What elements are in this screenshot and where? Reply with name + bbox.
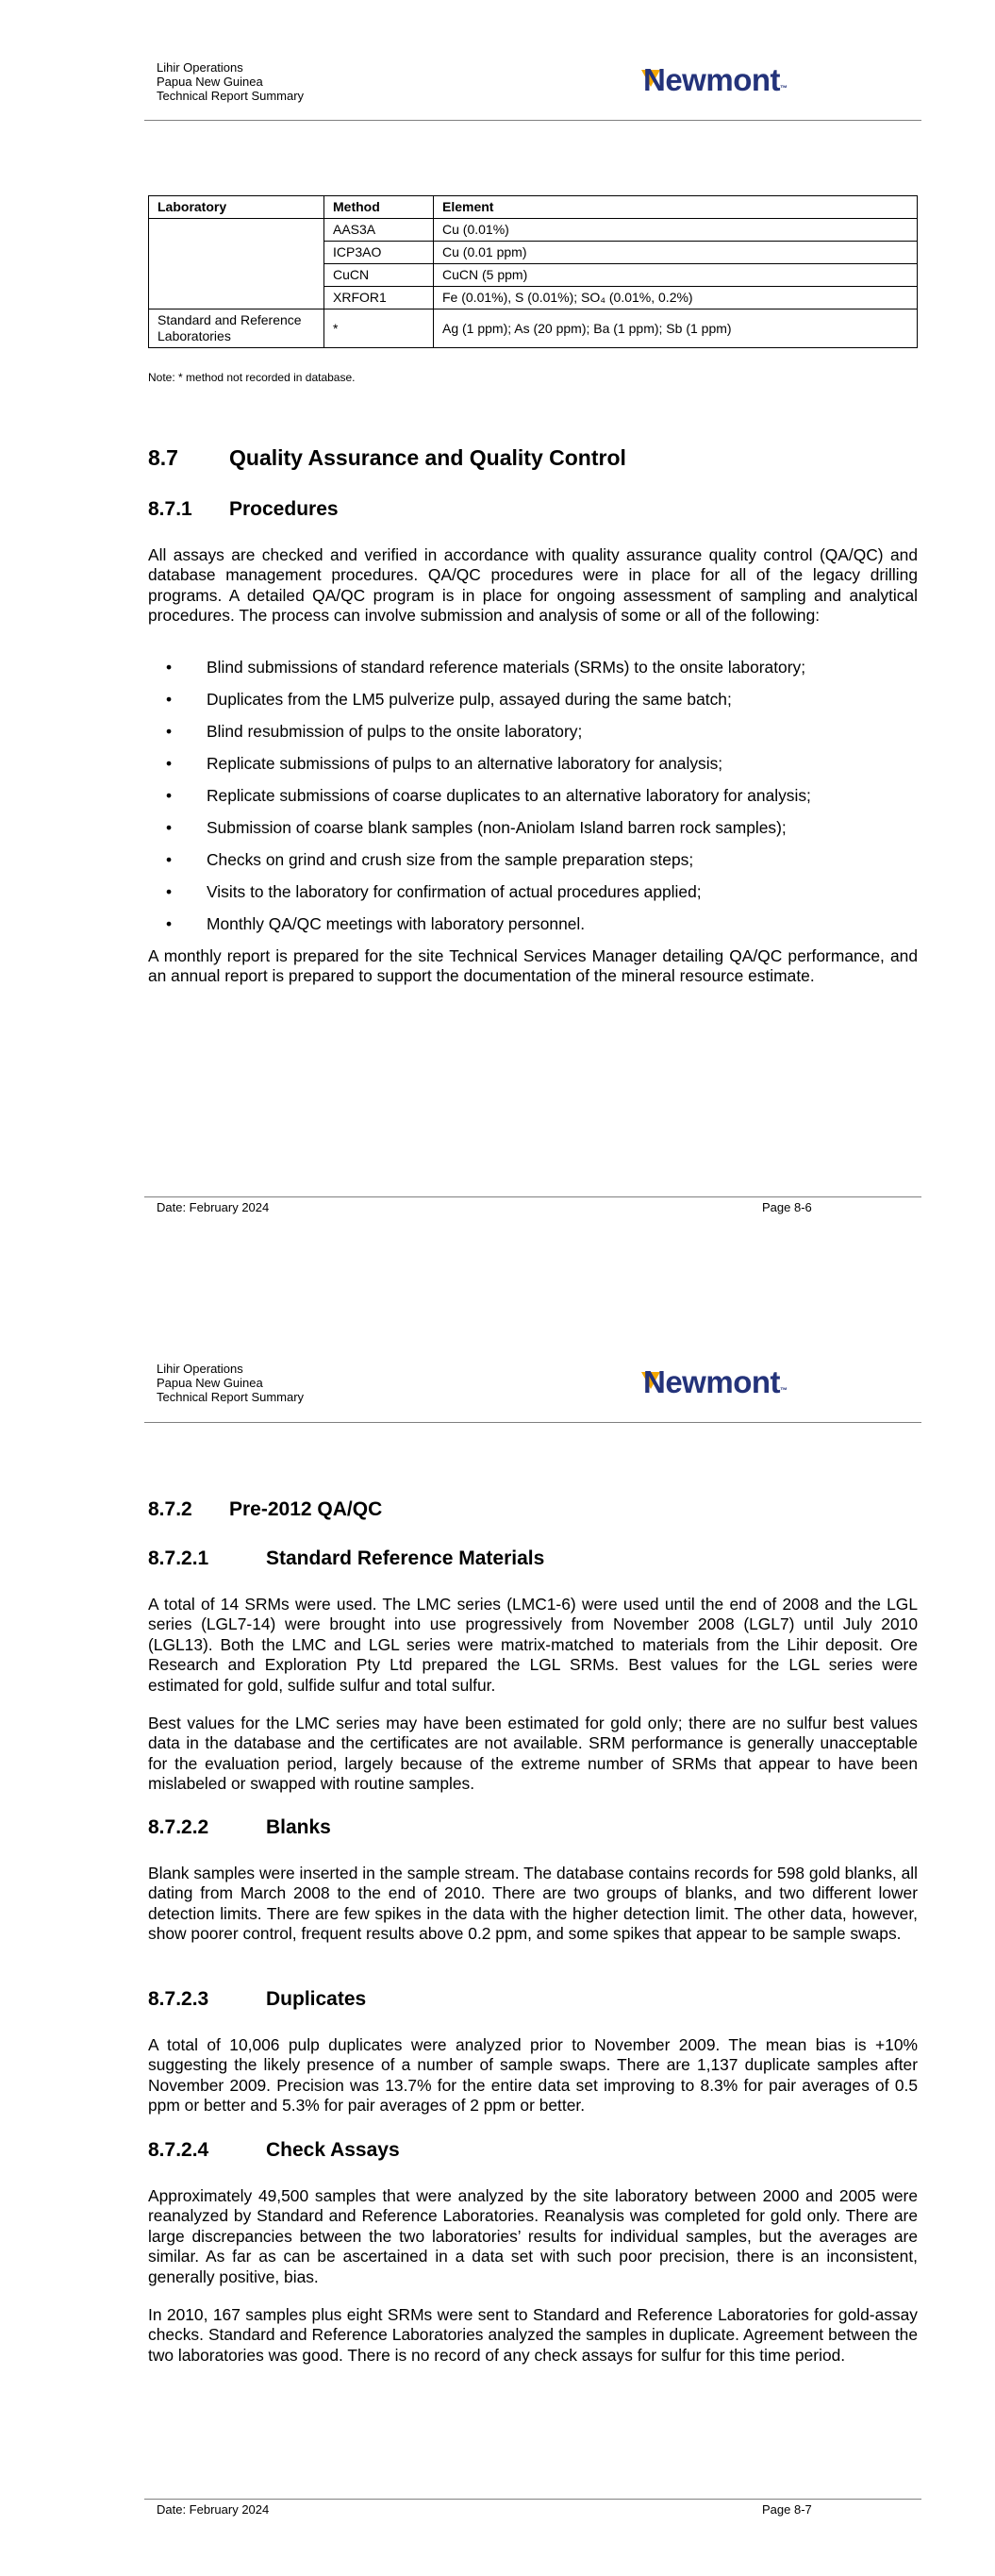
srm-paragraph-2: Best values for the LMC series may have been estimated for gold only; there are no sulfur best values data in the database and the certificates are not available. SRM performance is generally unacceptable for the evaluation period, largely because of the extreme number of SRMs that appear to have been mislabeled or swapped with routine samples. bbox=[148, 1714, 918, 1794]
list-item: • Blind submissions of standard reference materials (SRMs) to the onsite laboratory; bbox=[148, 658, 918, 690]
section-heading-8-7-2-3 bbox=[148, 1988, 366, 2011]
srm-paragraph-1: A total of 14 SRMs were used. The LMC series (LMC1-6) were used until the end of 2008 and the LGL series (LGL7-14) were brought into use progressively from November 2008 (LGL7) until July 2010 (LGL13). Both the LMC and LGL series were matrix-matched to materials from the Lihir deposit. Ore Research and Exploration Pty Ltd prepared the LGL SRMs. Best values for the LGL series were estimated for gold, sulfide sulfur and total sulfur. bbox=[148, 1595, 918, 1695]
footer-date: Date: February 2024 bbox=[157, 1200, 270, 1214]
table-cell-method: CuCN bbox=[324, 264, 434, 287]
section-title: Procedures bbox=[229, 498, 339, 520]
table-cell-method: AAS3A bbox=[324, 219, 434, 242]
section-heading-8-7 bbox=[148, 445, 626, 471]
section-number: 8.7.1 bbox=[148, 498, 192, 520]
section-heading-8-7-2 bbox=[148, 1498, 382, 1521]
section-heading-8-7-2-1 bbox=[148, 1547, 544, 1570]
page-8-6 bbox=[0, 0, 995, 1264]
list-item: • Visits to the laboratory for confirmation of actual procedures applied; bbox=[148, 882, 918, 914]
page-header-text bbox=[157, 60, 304, 103]
header-divider bbox=[144, 1422, 921, 1423]
list-item: • Monthly QA/QC meetings with laboratory personnel. bbox=[148, 914, 918, 946]
section-title: Check Assays bbox=[266, 2139, 400, 2161]
footer-date: Date: February 2024 bbox=[157, 2502, 270, 2517]
table-cell-method: XRFOR1 bbox=[324, 287, 434, 309]
header-line-country: Papua New Guinea bbox=[157, 75, 263, 89]
list-item: • Replicate submissions of pulps to an alternative laboratory for analysis; bbox=[148, 754, 918, 786]
header-line-report: Technical Report Summary bbox=[157, 1390, 305, 1404]
table-cell-element: CuCN (5 ppm) bbox=[434, 264, 918, 287]
table-cell-element: Cu (0.01%) bbox=[434, 219, 918, 242]
section-heading-8-7-1 bbox=[148, 498, 339, 521]
table-cell-element: Cu (0.01 ppm) bbox=[434, 242, 918, 264]
section-heading-8-7-2-4 bbox=[148, 2139, 400, 2162]
check-assays-paragraph-2: In 2010, 167 samples plus eight SRMs were sent to Standard and Reference Laboratories for gold-assay checks. Standard and Reference Laboratories analyzed the samples in duplicate. Agreement between the two laboratories was good. There is no record of any check assays for sulfur for this time period. bbox=[148, 2305, 918, 2365]
table-cell-method: * bbox=[324, 309, 434, 348]
table-cell-method: ICP3AO bbox=[324, 242, 434, 264]
duplicates-paragraph: A total of 10,006 pulp duplicates were analyzed prior to November 2009. The mean bias is +10% suggesting the likely presence of a number of sample swaps. There are 1,137 duplicate samples after November 2009. Precision was 13.7% for the entire data set improving to 8.3% for pair averages of 0.5 ppm or better and 5.3% for pair averages of 2 ppm or better. bbox=[148, 2035, 918, 2116]
table-header-cell: Method bbox=[324, 196, 434, 219]
logo-wordmark: Newmont bbox=[643, 1364, 780, 1399]
section-title: Standard Reference Materials bbox=[266, 1547, 545, 1569]
section-number: 8.7.2.2 bbox=[148, 1816, 209, 1838]
blanks-paragraph: Blank samples were inserted in the sample stream. The database contains records for 598 gold blanks, all dating from March 2008 to the end of 2010. There are two groups of blanks, and two different lower detection limits. There are few spikes in the data with the higher detection limit. The other data, however, show poorer control, frequent results above 0.2 ppm, and some spikes that appear to be sample swaps. bbox=[148, 1864, 918, 1944]
footer-divider bbox=[144, 1196, 921, 1197]
header-line-report: Technical Report Summary bbox=[157, 89, 305, 103]
table-header-cell: Laboratory bbox=[149, 196, 324, 219]
section-number: 8.7.2.3 bbox=[148, 1988, 209, 2010]
list-item: • Duplicates from the LM5 pulverize pulp, assayed during the same batch; bbox=[148, 690, 918, 722]
page-header-text bbox=[157, 1362, 304, 1404]
section-number: 8.7.2.4 bbox=[148, 2139, 209, 2161]
list-item: • Blind resubmission of pulps to the onsite laboratory; bbox=[148, 722, 918, 754]
section-heading-8-7-2-2 bbox=[148, 1816, 331, 1839]
monthly-report-paragraph: A monthly report is prepared for the site Technical Services Manager detailing QA/QC performance, and an annual report is prepared to support the documentation of the mineral resource estimate. bbox=[148, 946, 918, 986]
header-line-operation: Lihir Operations bbox=[157, 60, 243, 75]
table-note: Note: * method not recorded in database. bbox=[148, 371, 356, 384]
section-number: 8.7 bbox=[148, 445, 178, 470]
laboratory-methods-table bbox=[148, 195, 918, 348]
table-row bbox=[149, 219, 918, 242]
table-header-row bbox=[149, 196, 918, 219]
logo-trademark: ™ bbox=[780, 84, 788, 92]
logo-trademark: ™ bbox=[780, 1386, 788, 1395]
section-title: Duplicates bbox=[266, 1988, 367, 2010]
table-cell-element: Fe (0.01%), S (0.01%); SO₄ (0.01%, 0.2%) bbox=[434, 287, 918, 309]
table-cell-laboratory: Standard and Reference Laboratories bbox=[149, 309, 324, 348]
footer-page-number: Page 8-6 bbox=[762, 1200, 812, 1214]
section-title: Pre-2012 QA/QC bbox=[229, 1498, 383, 1520]
table-cell-laboratory-empty bbox=[149, 219, 324, 309]
table-cell-element: Ag (1 ppm); As (20 ppm); Ba (1 ppm); Sb (1 ppm) bbox=[434, 309, 918, 348]
qaqc-process-list bbox=[148, 658, 918, 946]
footer-page-number: Page 8-7 bbox=[762, 2502, 812, 2517]
table-row bbox=[149, 309, 918, 348]
list-item: • Submission of coarse blank samples (non-Aniolam Island barren rock samples); bbox=[148, 818, 918, 850]
list-item: • Replicate submissions of coarse duplicates to an alternative laboratory for analysis; bbox=[148, 786, 918, 818]
logo-wordmark: Newmont bbox=[643, 62, 780, 97]
header-divider bbox=[144, 120, 921, 121]
header-line-country: Papua New Guinea bbox=[157, 1376, 263, 1390]
header-line-operation: Lihir Operations bbox=[157, 1362, 243, 1376]
section-title: Blanks bbox=[266, 1816, 331, 1838]
section-title: Quality Assurance and Quality Control bbox=[229, 445, 626, 470]
procedures-paragraph: All assays are checked and verified in accordance with quality assurance quality control (QA/QC) and database management procedures. QA/QC procedures were in place for all of the legacy drilling programs. A detailed QA/QC program is in place for ongoing assessment of sampling and analytical procedures. The process can involve submission and analysis of some or all of the following: bbox=[148, 545, 918, 626]
section-number: 8.7.2 bbox=[148, 1498, 192, 1520]
table-header-cell: Element bbox=[434, 196, 918, 219]
page-8-7 bbox=[0, 1316, 995, 2576]
check-assays-paragraph-1: Approximately 49,500 samples that were analyzed by the site laboratory between 2000 and 2005 were reanalyzed by Standard and Reference Laboratories. Reanalysis was completed for gold only. There are large discrepancies between the two laboratories’ results for individual samples, but the averages are similar. As far as can be ascertained in a data set with such poor precision, there is an inconsistent, generally positive, bias. bbox=[148, 2186, 918, 2286]
list-item: • Checks on grind and crush size from the sample preparation steps; bbox=[148, 850, 918, 882]
section-number: 8.7.2.1 bbox=[148, 1547, 209, 1569]
footer-divider bbox=[144, 2499, 921, 2500]
